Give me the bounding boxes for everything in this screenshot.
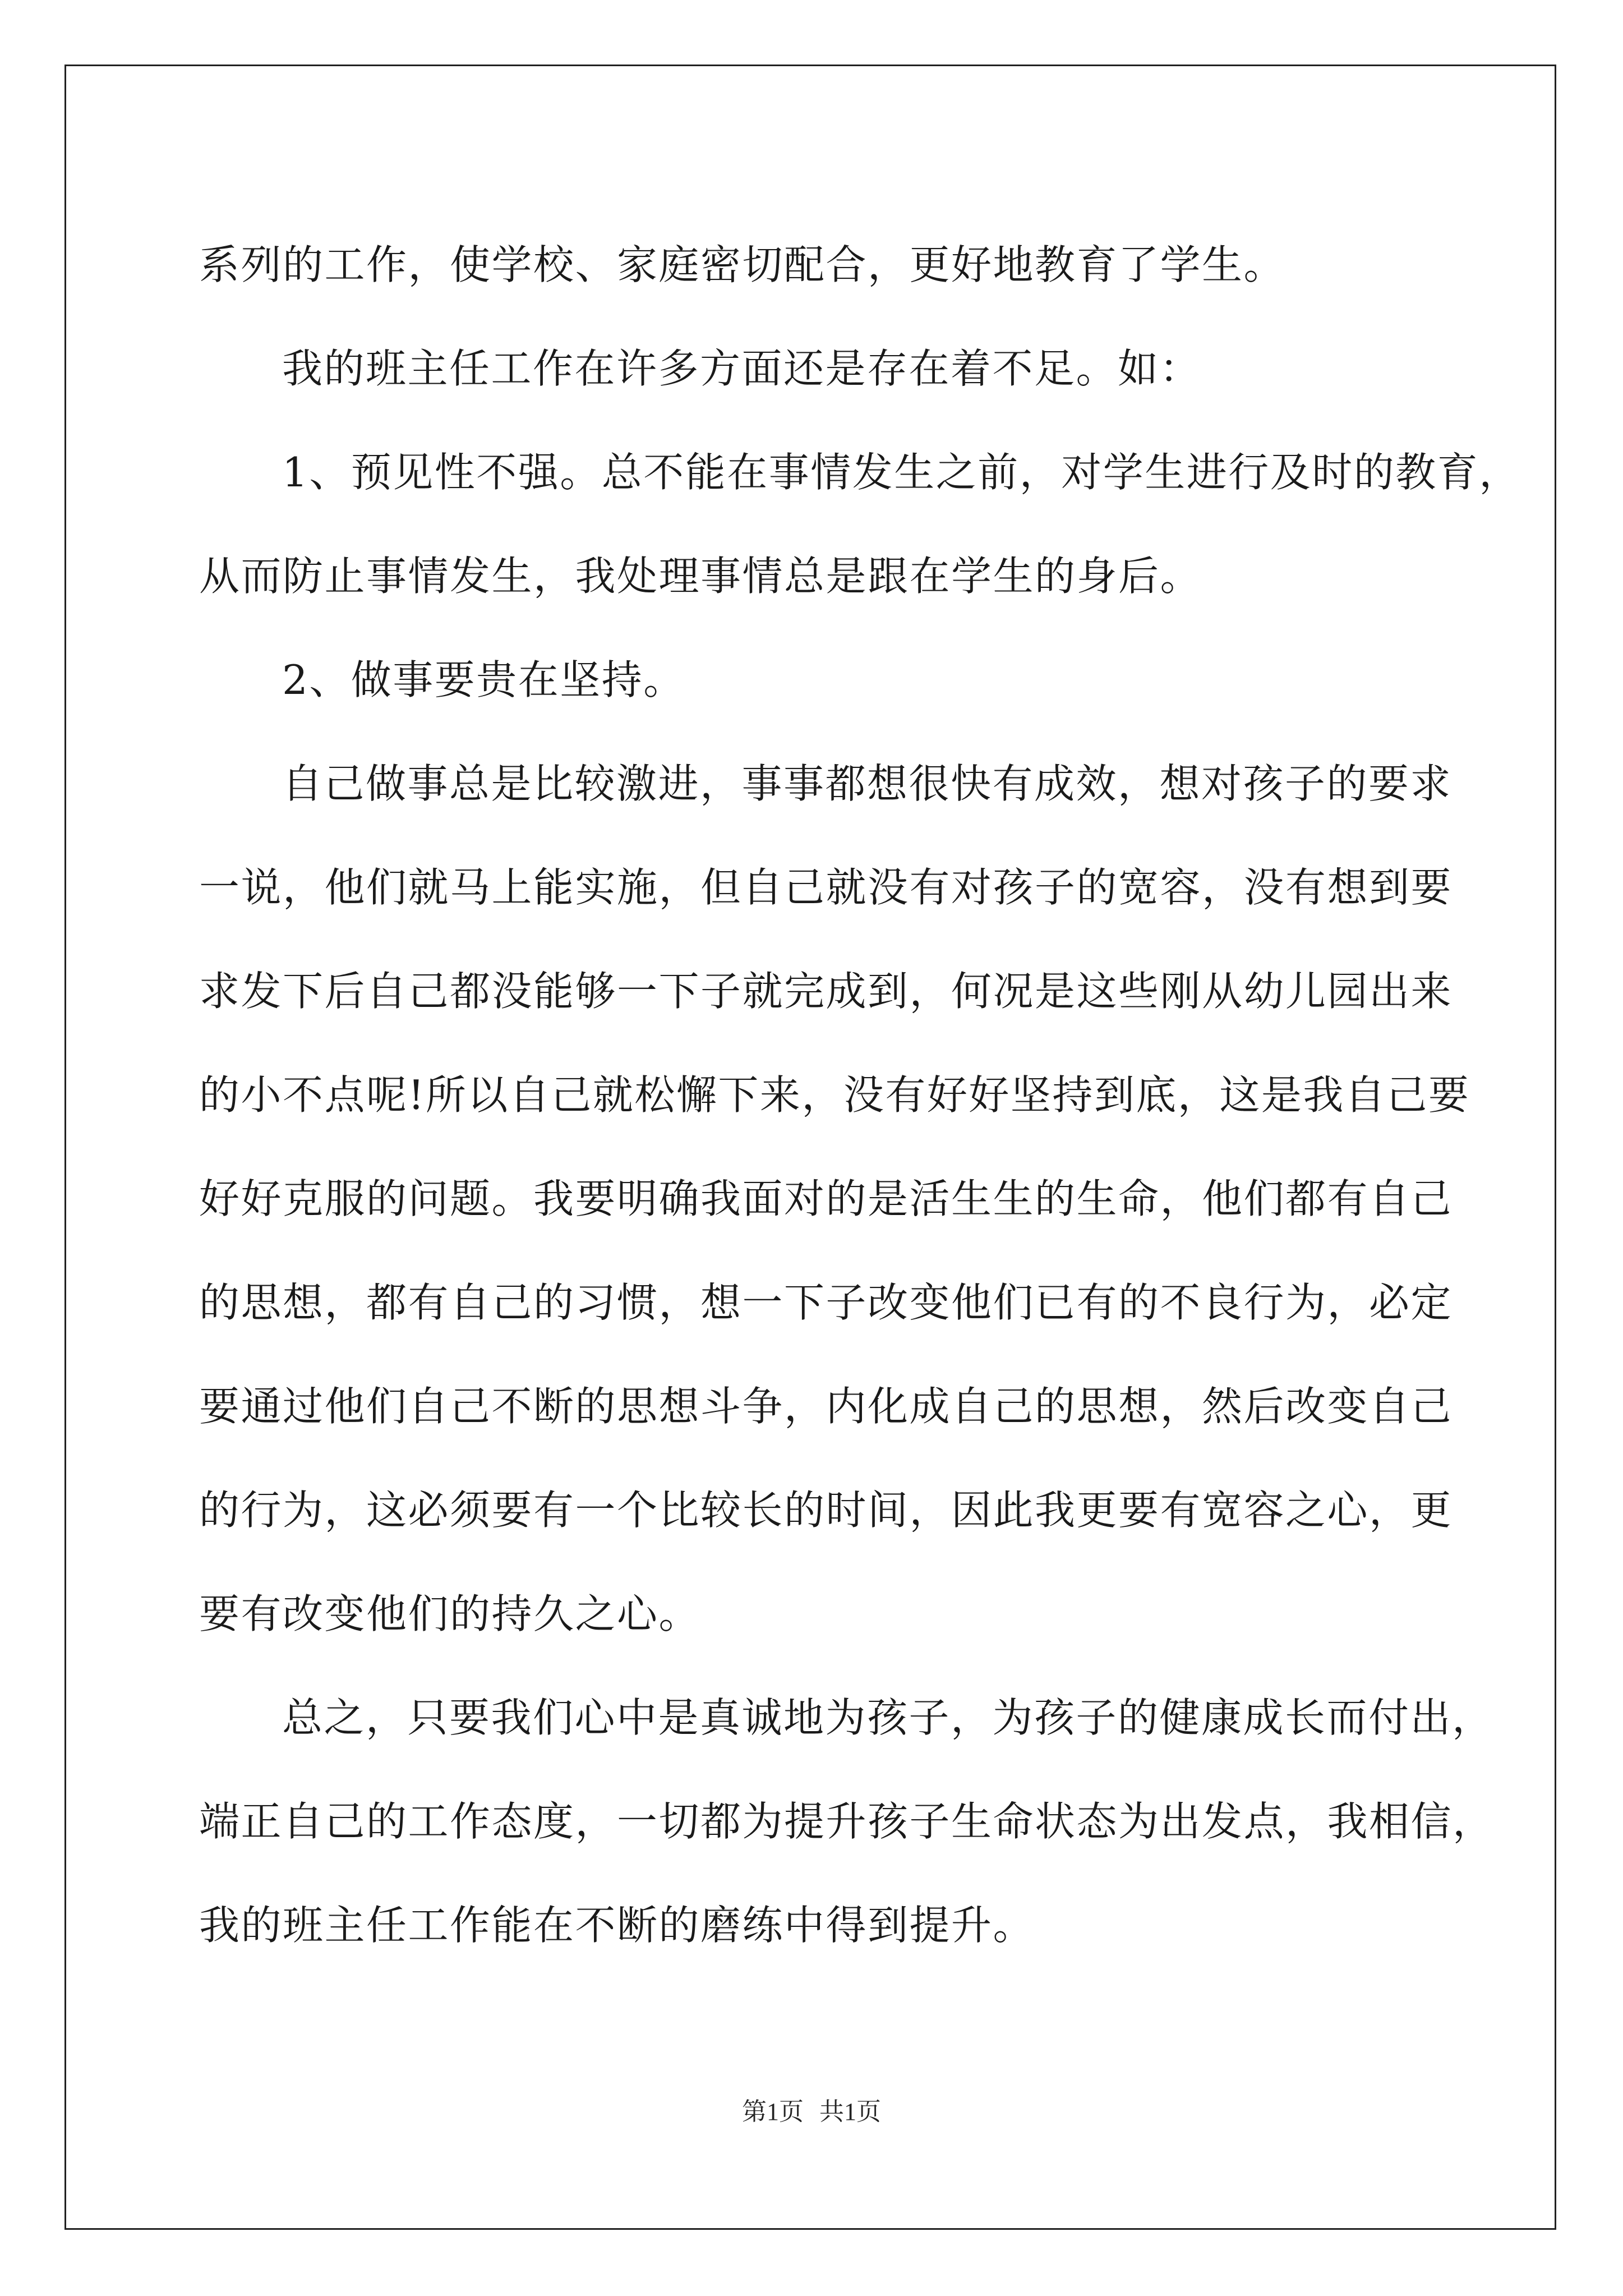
text-line-17: 我的班主任工作能在不断的磨练中得到提升。 <box>199 1902 1035 1949</box>
text-line-15: 总之，只要我们心中是真诚地为孩子，为孩子的健康成长而付出， <box>282 1694 1494 1741</box>
text-line-1: 系列的工作，使学校、家庭密切配合，更好地教育了学生。 <box>199 241 1286 288</box>
text-line-16: 端正自己的工作态度，一切都为提升孩子生命状态为出发点，我相信， <box>199 1798 1495 1845</box>
page-number: 第1页 <box>742 2098 804 2125</box>
text-line-7: 一说，他们就马上能实施，但自己就没有对孩子的宽容，没有想到要 <box>199 864 1453 911</box>
text-line-8: 求发下后自己都没能够一下子就完成到，何况是这些刚从幼儿园出来 <box>199 968 1453 1015</box>
text-line-2: 我的班主任工作在许多方面还是存在着不足。如： <box>282 345 1202 392</box>
text-line-3: 1、预见性不强。总不能在事情发生之前，对学生进行及时的教育， <box>282 449 1521 496</box>
text-line-10: 好好克服的问题。我要明确我面对的是活生生的生命，他们都有自己 <box>199 1175 1453 1222</box>
text-line-4: 从而防止事情发生，我处理事情总是跟在学生的身后。 <box>199 553 1202 600</box>
page-footer <box>0 2091 1623 2127</box>
text-line-13: 的行为，这必须要有一个比较长的时间，因此我更要有宽容之心，更 <box>199 1487 1453 1534</box>
document-body <box>199 213 1521 1977</box>
text-line-11: 的思想，都有自己的习惯，想一下子改变他们已有的不良行为，必定 <box>199 1279 1453 1326</box>
text-line-6: 自己做事总是比较激进，事事都想很快有成效，想对孩子的要求 <box>282 760 1453 807</box>
text-line-9: 的小不点呢!所以自己就松懈下来，没有好好坚持到底，这是我自己要 <box>199 1071 1470 1119</box>
text-line-12: 要通过他们自己不断的思想斗争，内化成自己的思想，然后改变自己 <box>199 1383 1453 1430</box>
text-line-14: 要有改变他们的持久之心。 <box>199 1590 701 1637</box>
text-line-5: 2、做事要贵在坚持。 <box>282 656 685 703</box>
page-total: 共1页 <box>819 2098 881 2125</box>
